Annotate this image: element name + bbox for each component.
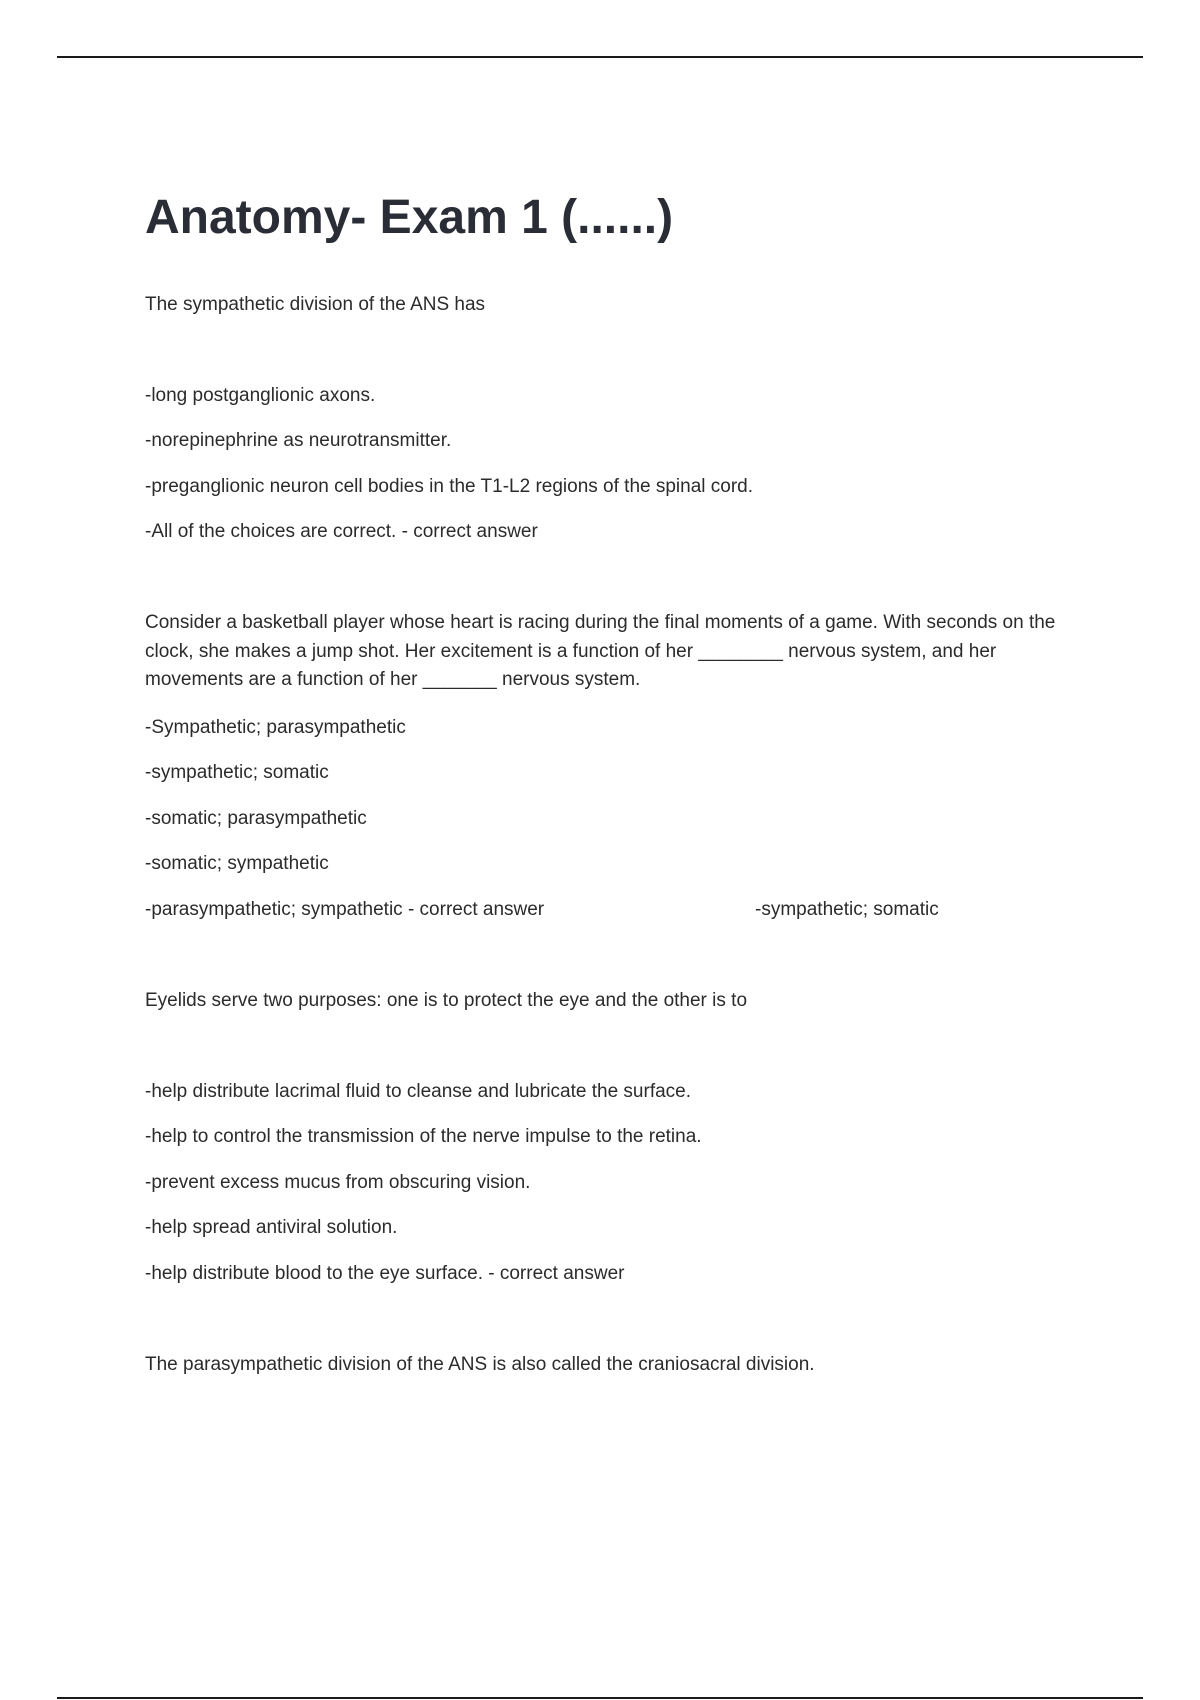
- top-rule: [57, 56, 1143, 58]
- bottom-rule: [57, 1697, 1143, 1699]
- question-4-prompt: The parasympathetic division of the ANS is also called the craniosacral division.: [145, 1354, 815, 1375]
- question-1-prompt: The sympathetic division of the ANS has: [145, 294, 486, 315]
- question-1-option-2: -norepinephrine as neurotransmitter.: [145, 430, 452, 451]
- question-2-option-4: -somatic; sympathetic: [145, 853, 329, 874]
- question-2-option-3: -somatic; parasympathetic: [145, 808, 367, 829]
- question-2-option-2: -sympathetic; somatic: [145, 762, 329, 783]
- question-3-option-5: -help distribute blood to the eye surface. - correct answer: [145, 1263, 625, 1284]
- question-3-option-4: -help spread antiviral solution.: [145, 1217, 398, 1238]
- question-1-option-3: -preganglionic neuron cell bodies in the T1-L2 regions of the spinal cord.: [145, 476, 754, 497]
- question-3-option-1: -help distribute lacrimal fluid to cleanse and lubricate the surface.: [145, 1081, 692, 1102]
- question-3-option-2: -help to control the transmission of the nerve impulse to the retina.: [145, 1126, 702, 1147]
- question-1-option-4: -All of the choices are correct. - correct answer: [145, 521, 538, 542]
- page-title: Anatomy- Exam 1 (......): [145, 191, 674, 244]
- question-2-option-1: -Sympathetic; parasympathetic: [145, 717, 406, 738]
- question-2-option-5: -parasympathetic; sympathetic - correct answer: [145, 899, 545, 920]
- question-3-option-3: -prevent excess mucus from obscuring vision.: [145, 1172, 531, 1193]
- question-2-prompt: Consider a basketball player whose heart is racing during the final moments of a game. With seconds on the clock, she makes a jump shot. Her excitement is a function of her ________ nervous system, and her movements are a function of her _______ nervous system.: [145, 612, 1056, 690]
- question-1-option-1: -long postganglionic axons.: [145, 385, 376, 406]
- question-3-prompt: Eyelids serve two purposes: one is to protect the eye and the other is to: [145, 990, 748, 1011]
- question-2-extra-answer: -sympathetic; somatic: [755, 899, 939, 920]
